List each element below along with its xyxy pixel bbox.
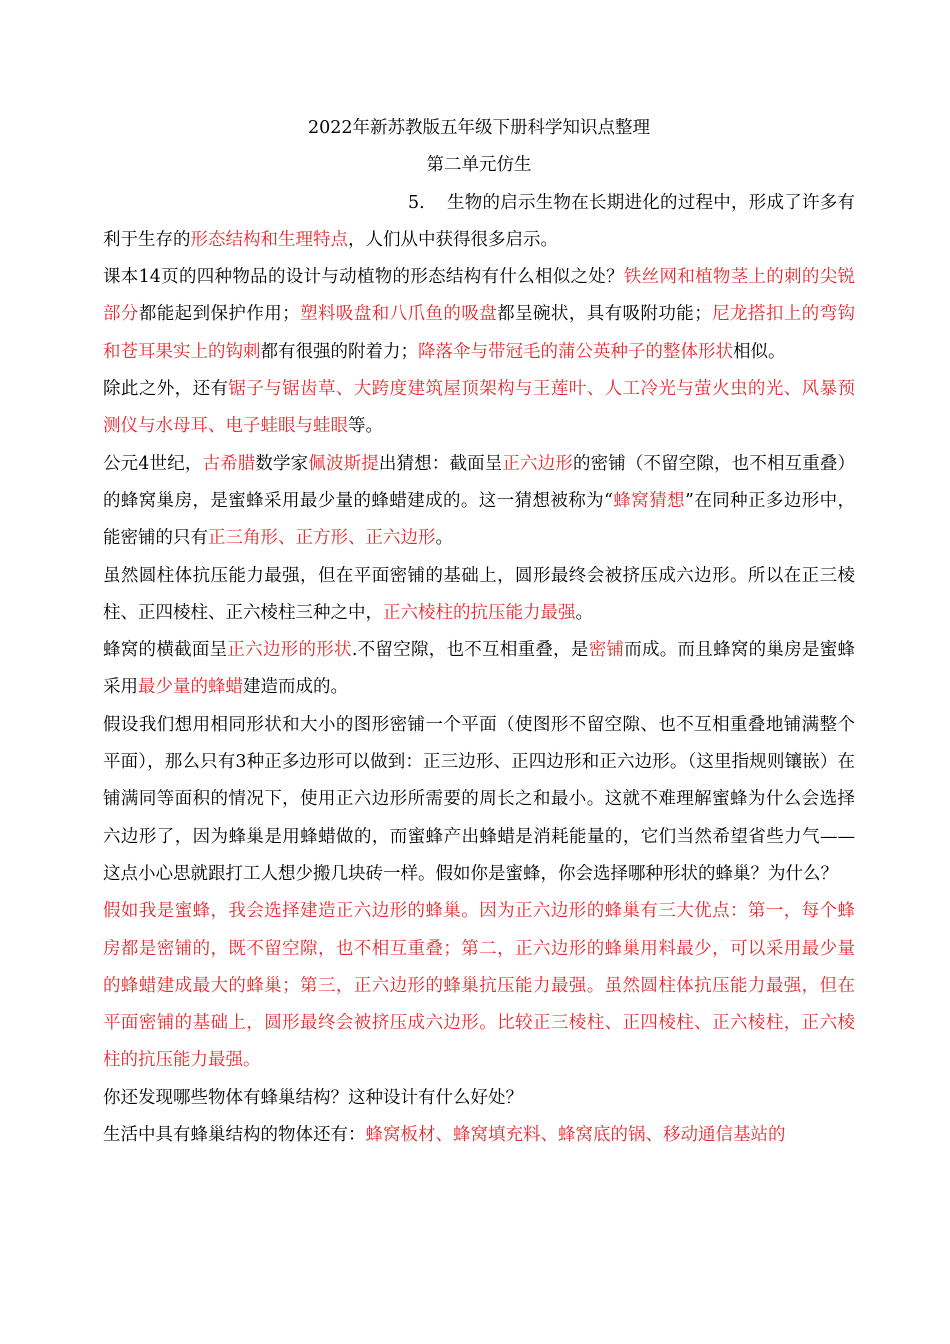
item-number: 5. bbox=[408, 192, 425, 213]
highlighted-text: 铁丝网和植物茎上的刺的尖锐部分 bbox=[103, 267, 855, 325]
highlighted-text: 古希腊 bbox=[202, 453, 256, 474]
text-segment: 课本14页的四种物品的设计与动植物的形态结构有什么相似之处？ bbox=[103, 267, 624, 288]
text-segment: ”在同种正多边形中，能密铺的只有 bbox=[103, 490, 856, 549]
text-segment: 你还发现哪些物体有蜂巢结构？这种设计有什么好处？ bbox=[103, 1087, 523, 1108]
text-segment: 建造而成的。 bbox=[243, 677, 348, 698]
document-title: 2022年新苏教版五年级下册科学知识点整理 bbox=[307, 118, 651, 138]
highlighted-text: 假如我是蜜蜂，我会选择建造正六边形的蜂巢。因为正六边形的蜂巢有三大优点：第一，每个蜂房都是密铺的，既不留空隙，也不相互重叠；第二，正六边形的蜂巢用料最少，可以采用最少量的蜂蜡建成最大的蜂巢；第三，正六边形的蜂巢抗压能力最强。虽然圆柱体抗压能力最强，但在平面密铺的基础上，圆形最终会被挤压成六边形。比较正三棱柱、正四棱柱、正六棱柱，正六棱柱的抗压能力最强。 bbox=[103, 901, 855, 1071]
paragraph-honeycomb-objects-question bbox=[103, 1080, 855, 1117]
text-segment: 生活中具有蜂巢结构的物体还有： bbox=[103, 1125, 366, 1146]
highlighted-text: 正三角形、正方形、正六边形 bbox=[208, 528, 436, 549]
paragraph-pressure-resistance bbox=[103, 558, 855, 633]
paragraph-tessellation-question bbox=[103, 707, 855, 893]
text-segment: 公元4世纪， bbox=[103, 453, 203, 474]
highlighted-text: 尼龙搭扣上的弯钩和苍耳果实上的钩刺 bbox=[103, 304, 856, 362]
document-page bbox=[103, 110, 855, 1154]
text-segment: 等。 bbox=[348, 416, 383, 437]
text-segment: ，人们从中获得很多启示。 bbox=[348, 229, 558, 250]
unit-heading: 第二单元仿生 bbox=[426, 155, 532, 176]
paragraph-honeycomb-objects-answer bbox=[103, 1117, 855, 1154]
paragraph-other-examples bbox=[103, 371, 855, 446]
highlighted-text: 正六边形的形状 bbox=[227, 640, 352, 661]
text-segment: 虽然圆柱体抗压能力最强，但在平面密铺的基础上，圆形最终会被挤压成六边形。所以在正三棱柱、正四棱柱、正六棱柱三种之中， bbox=[103, 565, 855, 623]
highlighted-text: 降落伞与带冠毛的蒲公英种子的整体形状 bbox=[418, 341, 733, 362]
highlighted-text: 正六棱柱的抗压能力最强 bbox=[383, 602, 576, 623]
text-segment: 蜂窝的横截面呈 bbox=[103, 640, 228, 661]
text-segment: .不留空隙，也不互相重叠，是 bbox=[351, 640, 589, 661]
text-segment: 。 bbox=[435, 528, 453, 549]
text-segment: 都呈碗状，具有吸附功能； bbox=[497, 304, 712, 325]
text-segment: 都能起到保护作用； bbox=[138, 304, 300, 325]
highlighted-text: 密铺 bbox=[588, 640, 625, 661]
text-segment: 数学家 bbox=[255, 453, 309, 474]
paragraph-bee-answer bbox=[103, 893, 855, 1079]
text-segment: 生物的启示生物在长期进化的过程中，形成了许多有利于生存的 bbox=[103, 192, 855, 250]
highlighted-text: 佩波斯提 bbox=[308, 453, 379, 474]
text-segment: 的密铺（不留空隙，也不相互重叠）的蜂窝巢房，是蜜蜂采用最少量的蜂蜡建成的。这一猜想被称为“ bbox=[103, 453, 856, 511]
highlighted-text: 最少量的蜂蜡 bbox=[138, 677, 243, 698]
text-segment: 而成。而且蜂窝的巢房是蜜蜂采用 bbox=[103, 640, 856, 698]
paragraph-honeycomb-conjecture bbox=[103, 446, 855, 558]
text-segment: 除此之外，还有 bbox=[103, 379, 229, 400]
text-segment: 都有很强的附着力； bbox=[260, 341, 418, 362]
text-segment: 。 bbox=[575, 602, 593, 623]
highlighted-text: 正六边形 bbox=[502, 453, 573, 474]
highlighted-text: 塑料吸盘和八爪鱼的吸盘 bbox=[299, 304, 498, 325]
highlighted-text: 形态结构和生理特点 bbox=[190, 229, 348, 250]
paragraph-biological-inspiration bbox=[103, 185, 855, 260]
paragraph-textbook-comparison bbox=[103, 259, 855, 371]
paragraph-honeycomb-cross-section bbox=[103, 632, 855, 707]
text-segment: 相似。 bbox=[733, 341, 786, 362]
highlighted-text: 蜂窝猜想 bbox=[613, 490, 685, 511]
highlighted-text: 锯子与锯齿草、大跨度建筑屋顶架构与王莲叶、人工冷光与萤火虫的光、风暴预测仪与水母耳、电子蛙眼与蛙眼 bbox=[103, 379, 856, 437]
text-segment: 出猜想：截面呈 bbox=[378, 453, 503, 474]
text-segment: 假设我们想用相同形状和大小的图形密铺一个平面（使图形不留空隙、也不互相重叠地铺满整个平面），那么只有3种正多边形可以做到：正三边形、正四边形和正六边形。（这里指规则镶嵌）在铺满同等面积的情况下，使用正六边形所需要的周长之和最小。这就不难理解蜜蜂为什么会选择六边形了，因为蜂巢是用蜂蜡做的，而蜜蜂产出蜂蜡是消耗能量的，它们当然希望省些力气——这点小心思就跟打工人想少搬几块砖一样。假如你是蜜蜂，你会选择哪种形状的蜂巢？为什么？ bbox=[103, 714, 855, 884]
highlighted-text: 蜂窝板材、蜂窝填充料、蜂窝底的锅、移动通信基站的 bbox=[365, 1125, 786, 1146]
